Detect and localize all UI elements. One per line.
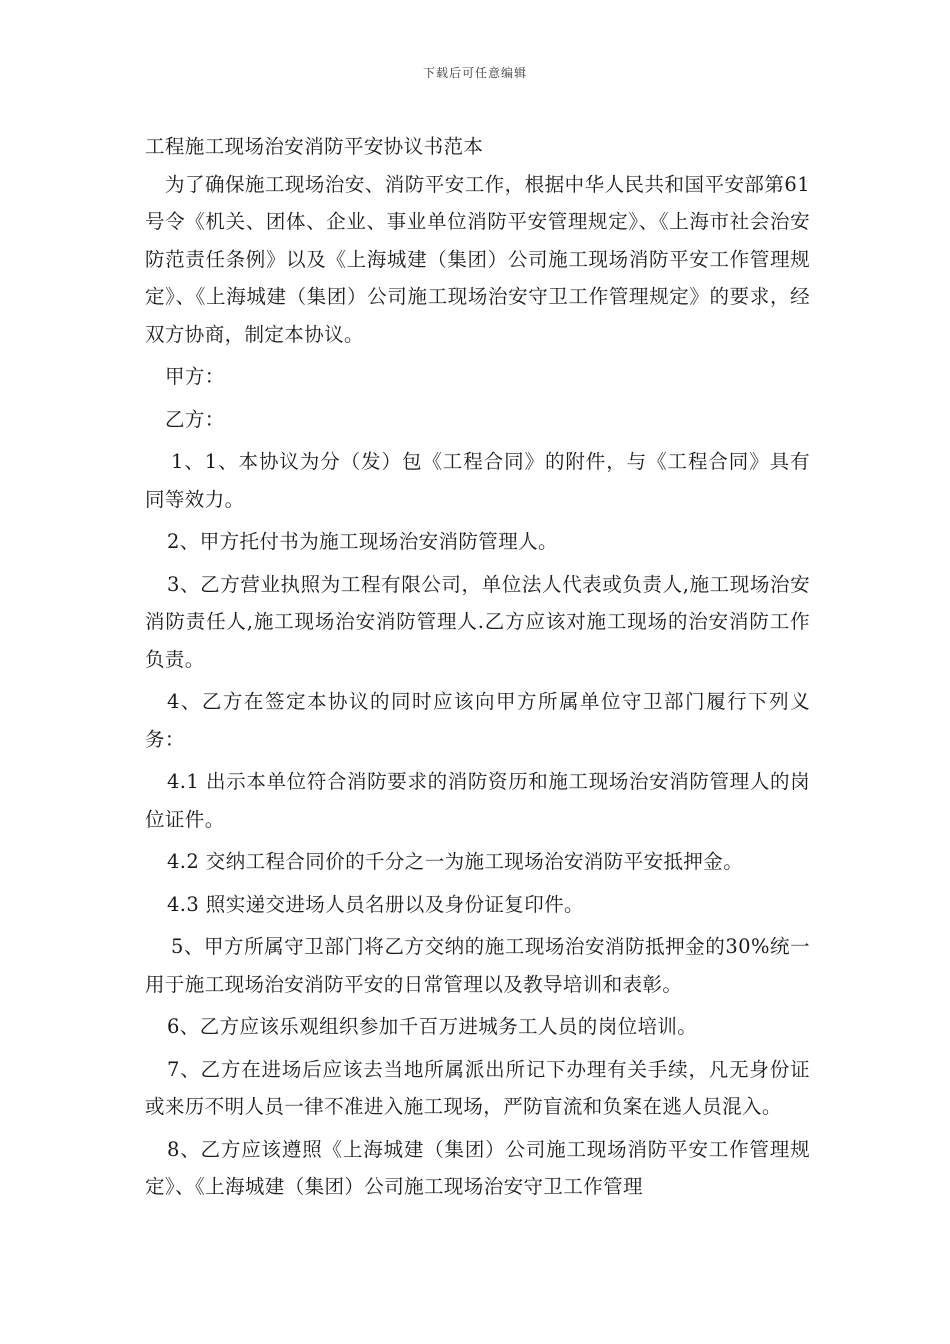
clause-1: 1、1、本协议为分（发）包《工程合同》的附件，与《工程合同》具有同等效力。 — [145, 450, 810, 511]
document-body — [145, 128, 810, 1206]
clause-6: 6、乙方应该乐观组织参加千百万进城务工人员的岗位培训。 — [167, 1015, 698, 1038]
clause-8: 8、乙方应该遵照《上海城建（集团）公司施工现场消防平安工作管理规定》、《上海城建（集团）公司施工现场治安守卫工作管理 — [145, 1137, 810, 1198]
clause-4: 4、乙方在签定本协议的同时应该向甲方所属单位守卫部门履行下列义务： — [145, 690, 810, 751]
intro-paragraph: 为了确保施工现场治安、消防平安工作，根据中华人民共和国平安部第61号令《机关、团体、企业、事业单位消防平安管理规定》、《上海市社会治安防范责任条例》以及《上海城建（集团）公司施工现场消防平安工作管理规定》、《上海城建（集团）公司施工现场治安守卫工作管理规定》的要求，经双方协商，制定本协议。 — [145, 172, 810, 346]
clause-4-3: 4.3 照实递交进场人员名册以及身份证复印件。 — [167, 892, 584, 916]
header-note: 下载后可任意编辑 — [422, 66, 527, 80]
document-title: 工程施工现场治安消防平安协议书范本 — [145, 135, 484, 158]
clause-4-2: 4.2 交纳工程合同价的千分之一为施工现场治安消防平安抵押金。 — [167, 850, 744, 873]
clause-4-1: 4.1 出示本单位符合消防要求的消防资历和施工现场治安消防管理人的岗位证件。 — [145, 770, 810, 831]
party-b-line: 乙方： — [165, 407, 225, 431]
clause-3: 3、乙方营业执照为工程有限公司，单位法人代表或负责人,施工现场治安消防责任人,施工现场治安消防管理人.乙方应该对施工现场的治安消防工作负责。 — [145, 572, 810, 671]
clause-5: 5、甲方所属守卫部门将乙方交纳的施工现场治安消防抵押金的30%统一用于施工现场治安消防平安的日常管理以及教导培训和表彰。 — [145, 935, 810, 996]
clause-7: 7、乙方在进场后应该去当地所属派出所记下办理有关手续，凡无身份证或来历不明人员一律不准进入施工现场，严防盲流和负案在逃人员混入。 — [145, 1057, 810, 1118]
clause-2: 2、甲方托付书为施工现场治安消防管理人。 — [167, 530, 558, 553]
party-a-line: 甲方： — [165, 365, 225, 388]
